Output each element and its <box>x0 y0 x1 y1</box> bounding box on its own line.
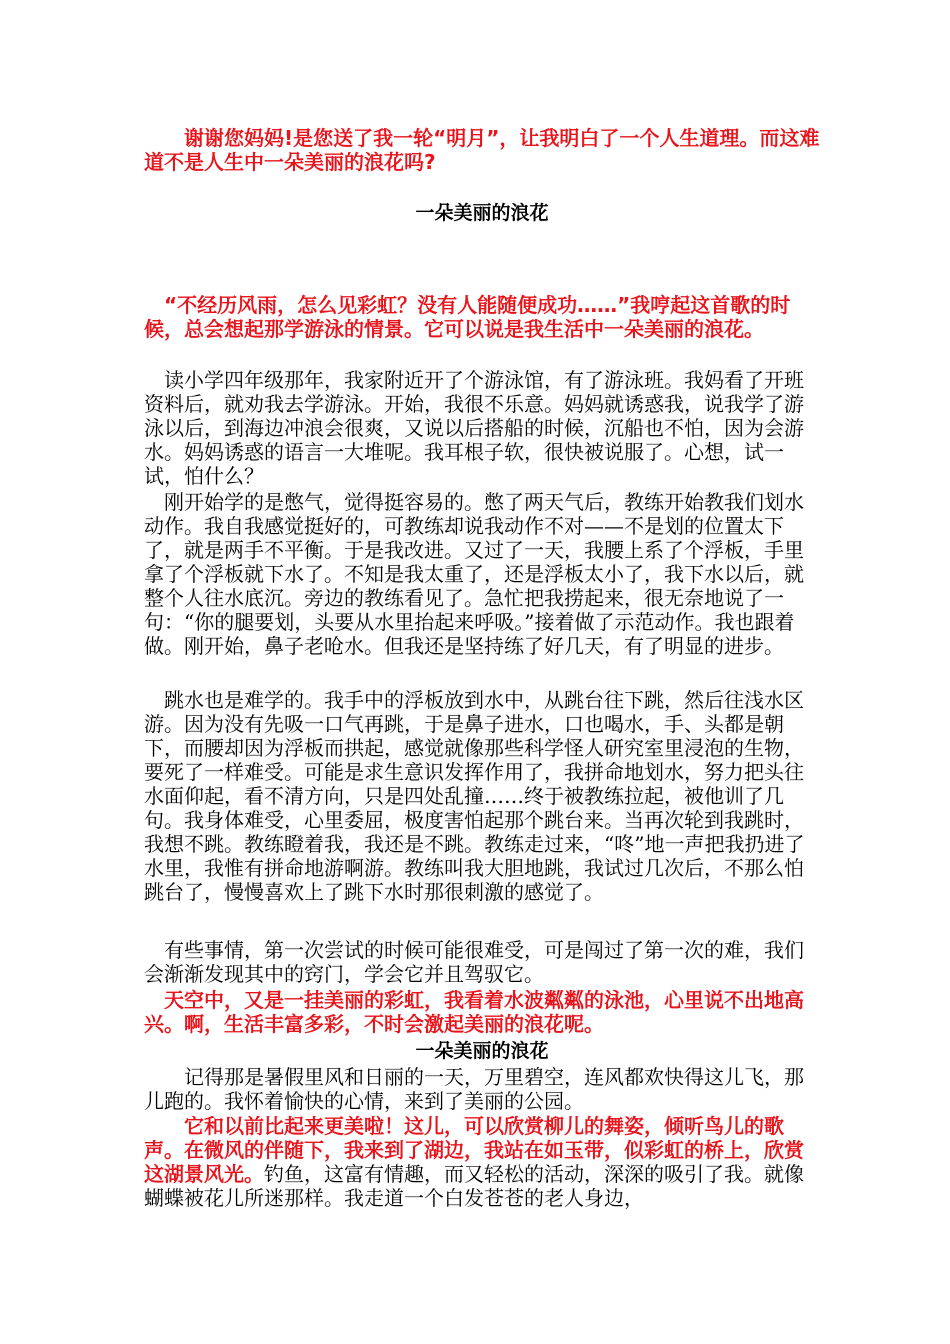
essay1-paragraph-4: 有些事情，第一次尝试的时候可能很难受，可是闯过了第一次的难，我们会渐渐发现其中的窍门，学会它并且驾驭它。 <box>144 938 804 986</box>
essay1-paragraph-1: 读小学四年级那年，我家附近开了个游泳馆，有了游泳班。我妈看了开班资料后，就劝我去学游泳。开始，我很不乐意。妈妈就诱惑我，说我学了游泳以后，到海边冲浪会很爽，又说以后搭船的时候，沉船也不怕，因为会游水。妈妈诱惑的语言一大堆呢。我耳根子软，很快被说服了。心想，试一试，怕什么？ <box>144 368 804 488</box>
essay2-paragraph-2-highlight: 它和以前比起来更美啦！这儿，可以欣赏柳儿的舞姿，倾听鸟儿的歌声。在微风的伴随下，我来到了湖边，我站在如玉带，似彩虹的桥上，欣赏这湖景风光。 <box>144 1114 804 1186</box>
essay1-opening-paragraph: “不经历风雨，怎么见彩虹？没有人能随便成功……”我哼起这首歌的时候，总会想起那学游泳的情景。它可以说是我生活中一朵美丽的浪花。 <box>144 293 791 341</box>
essay2-title: 一朵美丽的浪花 <box>415 1040 549 1062</box>
essay1-paragraph-3: 跳水也是难学的。我手中的浮板放到水中，从跳台往下跳，然后往浅水区游。因为没有先吸一口气再跳，于是鼻子进水，口也喝水，手、头都是朝下，而腰却因为浮板而拱起，感觉就像那些科学怪人研究室里浸泡的生物，要死了一样难受。可能是求生意识发挥作用了，我拼命地划水，努力把头往水面仰起，看不清方向，只是四处乱撞……终于被教练拉起，被他训了几句。我身体难受，心里委屈，极度害怕起那个跳台来。当再次轮到我跳时，我想不跳。教练瞪着我，我还是不跳。教练走过来，“咚”地一声把我扔进了水里，我惟有拼命地游啊游。教练叫我大胆地跳，我试过几次后，不那么怕跳台了，慢慢喜欢上了跳下水时那很刺激的感觉了。 <box>144 688 805 904</box>
intro-paragraph: 谢谢您妈妈!是您送了我一轮“明月”，让我明白了一个人生道理。而这难道不是人生中一朵美丽的浪花吗? <box>144 126 820 174</box>
essay1-closing-paragraph: 天空中，又是一挂美丽的彩虹，我看着水波粼粼的泳池，心里说不出地高兴。啊，生活丰富多彩，不时会激起美丽的浪花呢。 <box>144 988 804 1036</box>
essay1-title: 一朵美丽的浪花 <box>415 202 549 224</box>
essay2-paragraph-2 <box>144 1114 820 1210</box>
essay2-paragraph-2-rest: 钓鱼，这富有情趣，而又轻松的活动，深深的吸引了我。就像蝴蝶被花儿所迷那样。我走道一个白发苍苍的老人身边， <box>144 1162 804 1210</box>
essay2-paragraph-1: 记得那是暑假里风和日丽的一天，万里碧空，连风都欢快得这儿飞，那儿跑的。我怀着愉快的心情，来到了美丽的公园。 <box>144 1065 804 1113</box>
essay1-paragraph-2: 刚开始学的是憋气，觉得挺容易的。憋了两天气后，教练开始教我们划水动作。我自我感觉挺好的，可教练却说我动作不对——不是划的位置太下了，就是两手不平衡。于是我改进。又过了一天，我腰上系了个浮板，手里拿了个浮板就下水了。不知是我太重了，还是浮板太小了，我下水以后，就整个人往水底沉。旁边的教练看见了。急忙把我捞起来，很无奈地说了一句：“你的腿要划，头要从水里抬起来呼吸。”接着做了示范动作。我也跟着做。刚开始，鼻子老呛水。但我还是坚持练了好几天，有了明显的进步。 <box>144 490 804 658</box>
